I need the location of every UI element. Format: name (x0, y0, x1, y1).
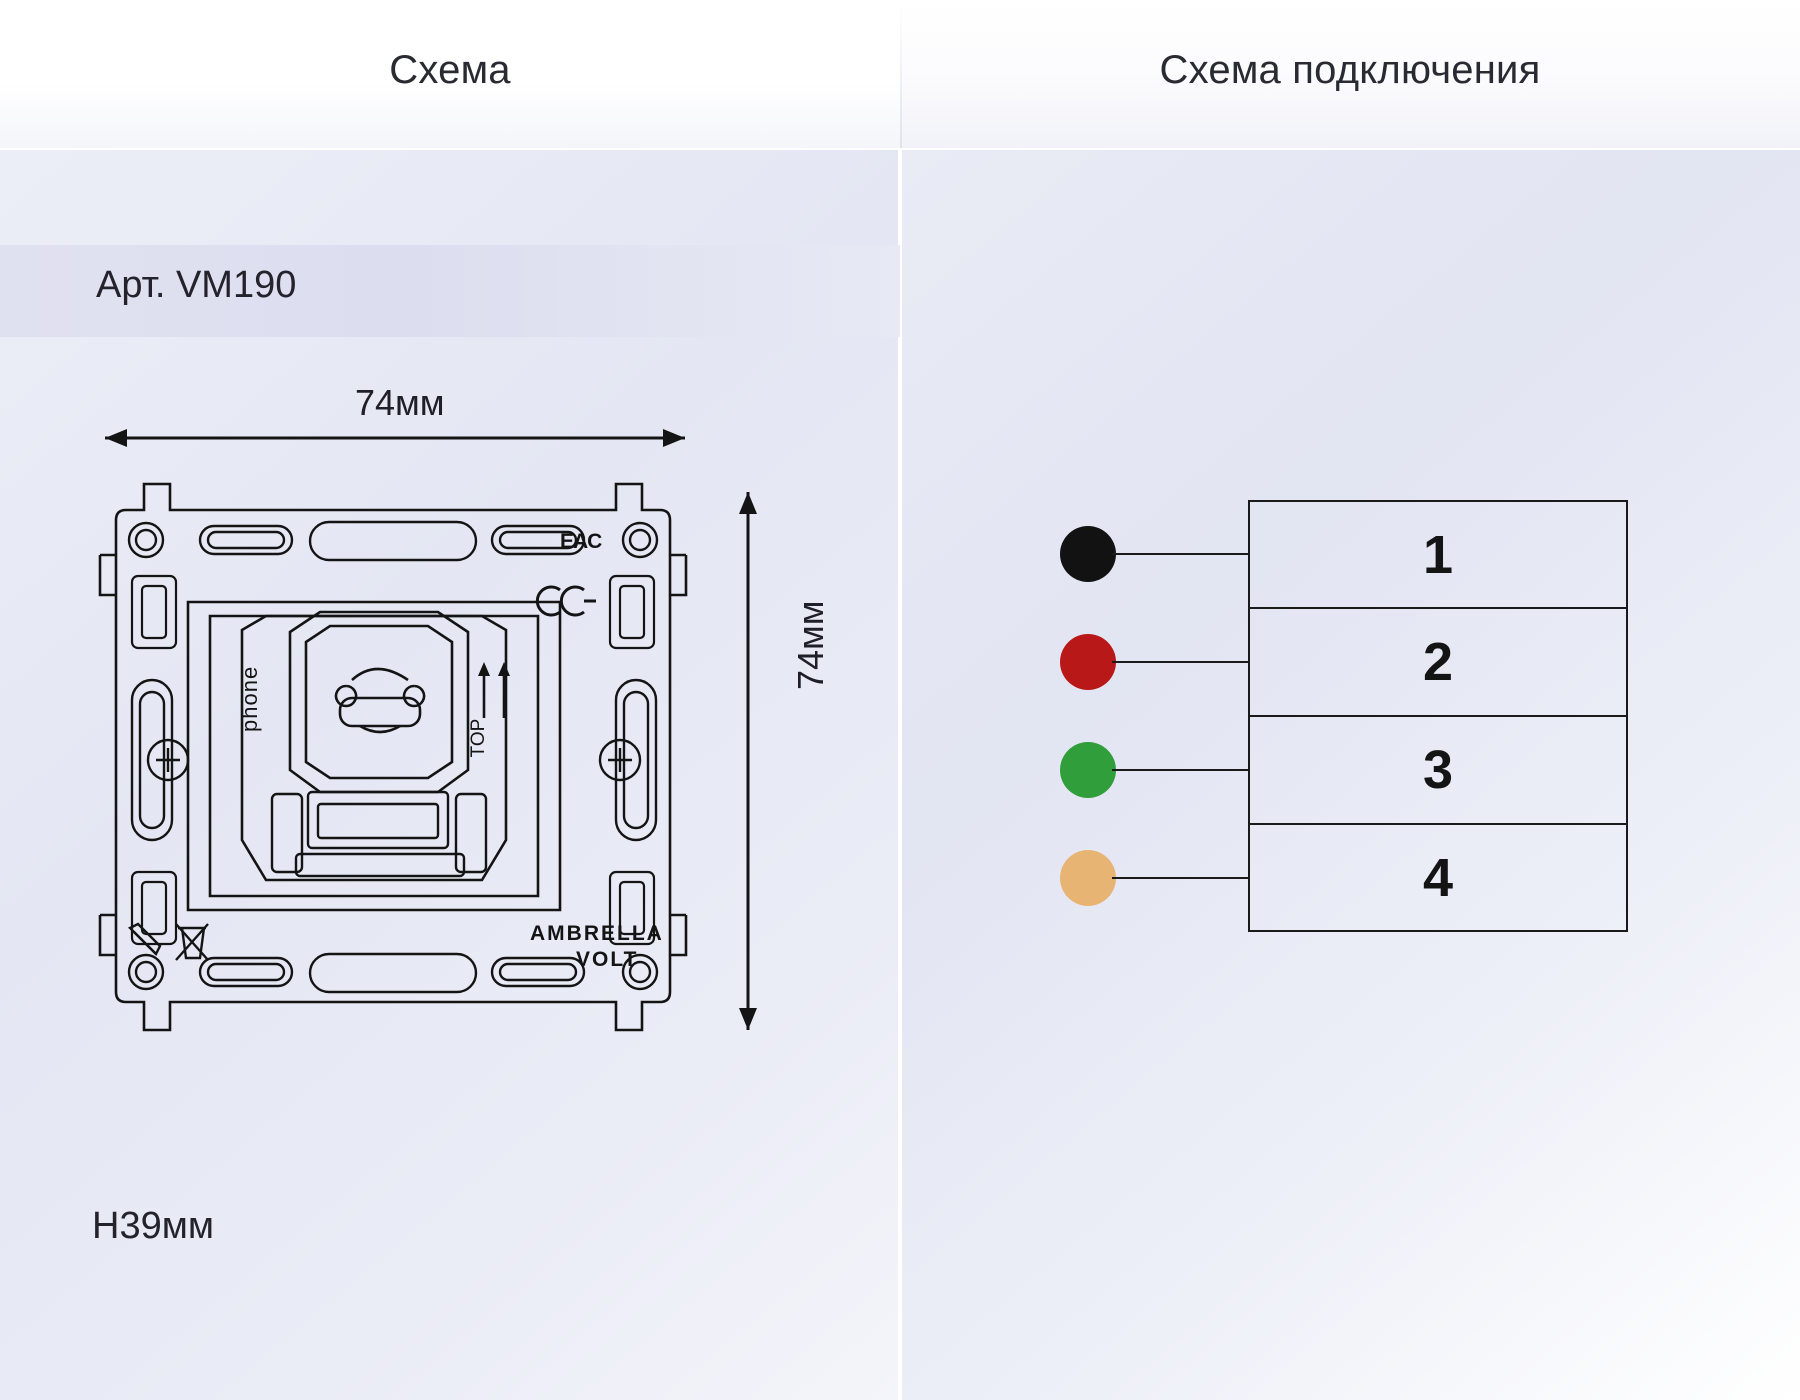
width-arrow (105, 429, 685, 447)
terminal-box-3[interactable] (1248, 716, 1628, 824)
eac-mark: EAC (560, 530, 602, 553)
terminal-box-1[interactable] (1248, 500, 1628, 608)
tab-wiring-scheme[interactable] (900, 0, 1800, 150)
wire-dot-4 (1060, 850, 1116, 906)
no-waste-bin-icon (176, 924, 208, 960)
terminal-number-1: 1 (1422, 524, 1454, 585)
wire-row (1060, 500, 1700, 608)
wire-dot-2 (1060, 634, 1116, 690)
claw-screws (148, 740, 640, 780)
wire-lead-1 (1112, 553, 1250, 555)
terminal-number-4: 4 (1422, 847, 1454, 908)
terminal-box-2[interactable] (1248, 608, 1628, 716)
tool-icon (130, 924, 160, 954)
wire-row (1060, 824, 1700, 932)
panel-divider (898, 150, 902, 1400)
tab-scheme[interactable] (0, 0, 900, 150)
width-dimension-label: 74мм (355, 382, 445, 423)
telephone-icon (336, 669, 424, 732)
brand-line-1: AMBRELLA (530, 922, 664, 945)
article-number: Арт. VM190 (96, 264, 297, 306)
depth-dimension-label: H39мм (92, 1205, 214, 1247)
top-label: TOP (468, 718, 489, 758)
wire-dot-3 (1060, 742, 1116, 798)
wire-lead-2 (1112, 661, 1250, 663)
height-arrow (739, 492, 757, 1030)
phone-faceplate (290, 612, 468, 792)
tab-wiring-scheme-label: Схема подключения (1159, 48, 1541, 92)
wire-row (1060, 608, 1700, 716)
bottom-slots (200, 954, 584, 992)
tab-scheme-label: Схема (389, 48, 511, 92)
wire-dot-1 (1060, 526, 1116, 582)
phone-label: phone (237, 665, 262, 732)
top-slots (200, 522, 584, 560)
header-divider (900, 0, 902, 150)
corner-holes (129, 523, 657, 989)
terminal-number-2: 2 (1422, 632, 1454, 692)
wiring-diagram (1060, 500, 1700, 980)
brand-line-2: VOLT (576, 948, 639, 971)
mechanism-body (188, 602, 560, 910)
terminal-number-3: 3 (1422, 740, 1454, 800)
height-dimension-label: 74мм (790, 600, 831, 690)
wire-lead-3 (1112, 769, 1250, 771)
wire-lead-4 (1112, 877, 1250, 879)
terminal-box-4[interactable] (1248, 824, 1628, 932)
rj-connector (272, 792, 486, 876)
product-technical-drawing (60, 380, 860, 1080)
top-orientation-arrows (478, 662, 510, 718)
wire-row (1060, 716, 1700, 824)
